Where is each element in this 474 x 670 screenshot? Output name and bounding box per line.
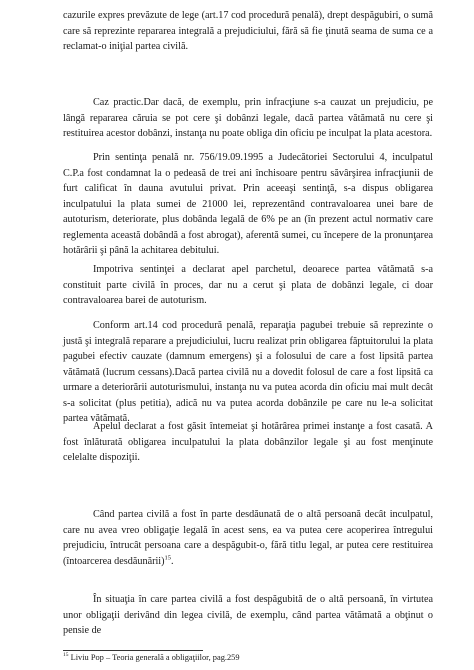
paragraph-partial-compensation-text: Când partea civilă a fost în parte desdăunată de o altă persoană decât inculpatul, care nu avea vreo obligaţie legală în acest sens, ea va putea cere acoperirea întregului prejudiciu, întrucât persoana care a despăgubit-o, fără titlu legal, ar putea cere restituirea (întoarcerea desdăunării) bbox=[63, 509, 433, 567]
paragraph-partial-compensation bbox=[63, 507, 433, 569]
footnote bbox=[63, 652, 433, 663]
footnote-text: Liviu Pop – Teoria generală a obligaţiilor, pag.259 bbox=[68, 653, 240, 662]
paragraph-appeal-admitted: Apelul declarat a fost găsit întemeiat şi hotărârea primei instanţe a fost casată. A fost înlăturată obligarea inculpatului la plata dobânzilor legale şi au fost menţinute celelalte dispoziţii. bbox=[63, 421, 433, 463]
paragraph-damages-integral-repair: cazurile expres prevăzute de lege (art.17 cod procedură penală), drept despăgubiri, o sumă care să reprezinte repararea integrală a prejudiciului, fără să fie ţinută seama de suma ce a reclamat-o iniţial partea civilă. bbox=[63, 10, 433, 52]
paragraph-appeal: Impotriva sentinţei a declarat apel parchetul, deoarece partea vătămată s-a constituit parte civilă în proces, dar nu a cerut şi plata de dobânzi legale, ci doar contravaloarea barei de autoturism. bbox=[63, 264, 433, 306]
paragraph-partial-compensation-end: . bbox=[171, 555, 174, 567]
paragraph-art14-reparation: Conform art.14 cod procedură penală, reparaţia pagubei trebuie să reprezinte o justă şi integrală reparare a prejudiciului, lucru realizat prin obligarea făptuitorului la plata pagubei efectiv cauzate (damnum emergens) şi a folosului de care a fost lipsită partea vătămată (lucrum cessans).Dacă partea civilă nu a dovedit folosul de care a fost lipsită ca urmare a deteriorării autoturismului, instanţa nu va putea acorda din oficiu mai mult decât s-a solicitat (plus petitia), adică nu va putea acorda dobânzile pe care nu le-a solicitat partea vătămată. bbox=[63, 320, 433, 424]
paragraph-criminal-sentence: Prin sentinţa penală nr. 756/19.09.1995 a Judecătoriei Sectorului 4, inculpatul C.P.a fost condamnat la o pedeasă de trei ani închisoare pentru săvârşirea infracţiunii de furt calificat în dauna avutului privat. Prin aceeaşi sentinţă, s-a dispus obligarea inculpatului la plata sumei de 21000 lei, reprezentând contravaloarea unei bare de autoturism, deteriorate, plus dobânda legală de 6% pe an (în prezent actul normativ care reglementa această dobândă a fost abrogat), aferentă sumei, cu începere de la pronunţarea hotărârii şi până la achitarea debitului. bbox=[63, 152, 433, 256]
footnote-reference[interactable]: 15 bbox=[164, 554, 172, 562]
paragraph-civil-law-compensation: În situaţia în care partea civilă a fost despăgubită de o altă persoană, în virtutea unor obligaţii derivând din legea civilă, de exemplu, când partea vătămată a obţinut o pensie de bbox=[63, 594, 433, 636]
footnote-divider bbox=[63, 650, 203, 651]
footnote-number: 15 bbox=[63, 652, 69, 659]
paragraph-practical-case: Caz practic.Dar dacă, de exemplu, prin infracţiune s-a cauzat un prejudiciu, pe lângă repararea căruia se pot cere şi dobânzi legale, dacă partea vătămată nu cere şi restituirea acestor dobânzi, instanţa nu poate obliga din oficiu pe inculpat la plata acestora. bbox=[63, 97, 433, 139]
